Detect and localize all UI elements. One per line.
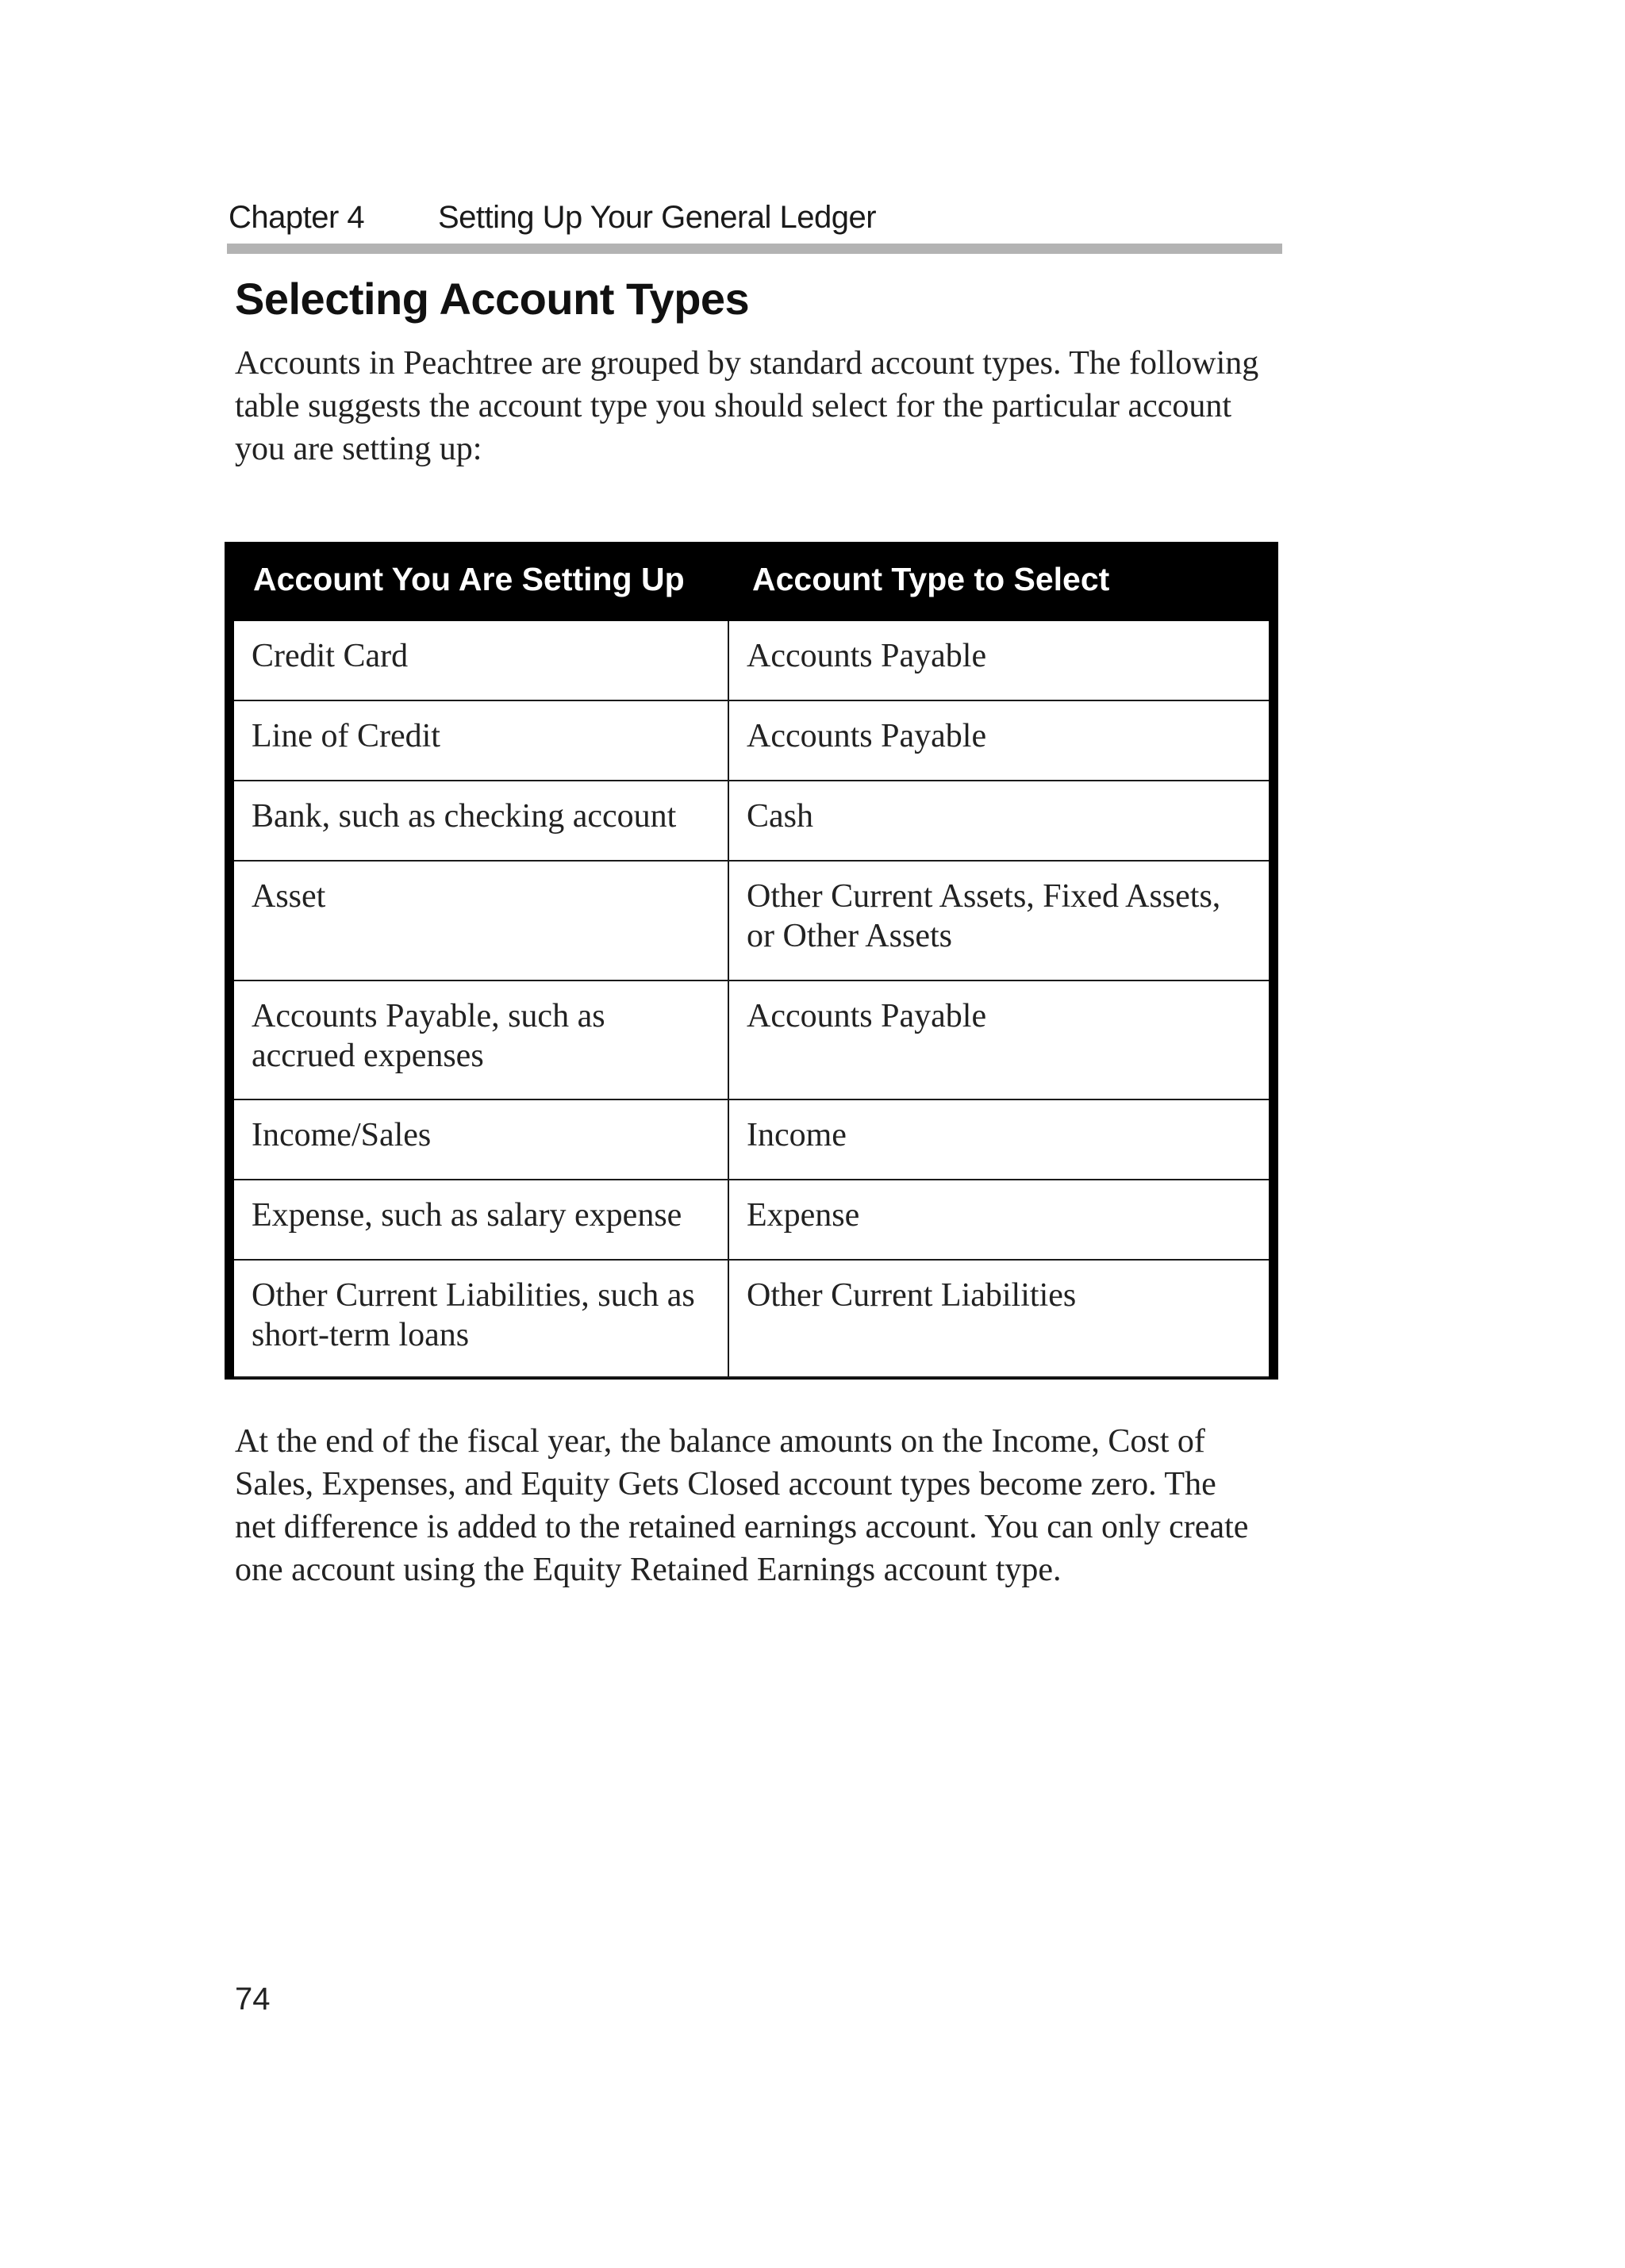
cell-text: Accounts Payable, such as (252, 998, 605, 1034)
table-row (234, 1180, 1269, 1261)
chapter-label: Chapter 4 (229, 200, 365, 235)
closing-line: one account using the Equity Retained Earnings account type. (235, 1552, 1062, 1588)
chapter-title: Setting Up Your General Ledger (438, 200, 877, 235)
page-number: 74 (235, 1982, 271, 2017)
account-types-table (225, 542, 1278, 1380)
account-cell (234, 1261, 729, 1376)
type-cell (729, 1180, 1269, 1259)
table-header-row (225, 542, 1278, 621)
cell-text: Other Current Assets, Fixed Assets, (747, 878, 1221, 915)
account-cell (234, 701, 729, 780)
cell-text: Credit Card (252, 638, 409, 674)
intro-line: Accounts in Peachtree are grouped by standard account types. The following (235, 345, 1259, 382)
cell-text: or Other Assets (747, 918, 952, 954)
cell-text: Accounts Payable (747, 998, 987, 1034)
column-header-account: Account You Are Setting Up (253, 561, 685, 597)
account-cell (234, 1100, 729, 1179)
intro-line: table suggests the account type you should select for the particular account (235, 388, 1232, 424)
table-row (234, 1100, 1269, 1180)
type-cell (729, 862, 1269, 980)
cell-text: short-term loans (252, 1317, 470, 1353)
cell-text: Expense (747, 1197, 860, 1234)
intro-line: you are setting up: (235, 431, 482, 467)
cell-text: Other Current Liabilities (747, 1277, 1077, 1314)
running-header (229, 195, 1284, 240)
table-row (234, 862, 1269, 981)
cell-text: Income/Sales (252, 1117, 432, 1153)
table-row (234, 621, 1269, 701)
column-header-type: Account Type to Select (752, 561, 1110, 597)
closing-paragraph (235, 1420, 1290, 1591)
cell-text: Accounts Payable (747, 718, 987, 754)
account-cell (234, 981, 729, 1099)
closing-line: net difference is added to the retained earnings account. You can only create (235, 1509, 1249, 1545)
cell-text: Accounts Payable (747, 638, 987, 674)
table-row (234, 981, 1269, 1100)
intro-paragraph (235, 342, 1290, 470)
header-rule (227, 244, 1282, 254)
account-cell (234, 621, 729, 700)
account-cell (234, 781, 729, 860)
cell-text: Cash (747, 798, 813, 835)
account-cell (234, 1180, 729, 1259)
cell-text: Bank, such as checking account (252, 798, 677, 835)
type-cell (729, 1261, 1269, 1376)
account-cell (234, 862, 729, 980)
type-cell (729, 1100, 1269, 1179)
table-row (234, 1261, 1269, 1378)
cell-text: Line of Credit (252, 718, 440, 754)
type-cell (729, 981, 1269, 1099)
cell-text: Expense, such as salary expense (252, 1197, 682, 1234)
type-cell (729, 621, 1269, 700)
table-body (234, 621, 1269, 1378)
cell-text: Income (747, 1117, 847, 1153)
section-heading: Selecting Account Types (235, 274, 750, 324)
type-cell (729, 781, 1269, 860)
cell-text: Asset (252, 878, 326, 915)
cell-text: Other Current Liabilities, such as (252, 1277, 695, 1314)
closing-line: Sales, Expenses, and Equity Gets Closed account types become zero. The (235, 1466, 1216, 1502)
closing-line: At the end of the fiscal year, the balance amounts on the Income, Cost of (235, 1423, 1205, 1460)
table-row (234, 781, 1269, 862)
type-cell (729, 701, 1269, 780)
cell-text: accrued expenses (252, 1038, 484, 1074)
table-row (234, 701, 1269, 781)
